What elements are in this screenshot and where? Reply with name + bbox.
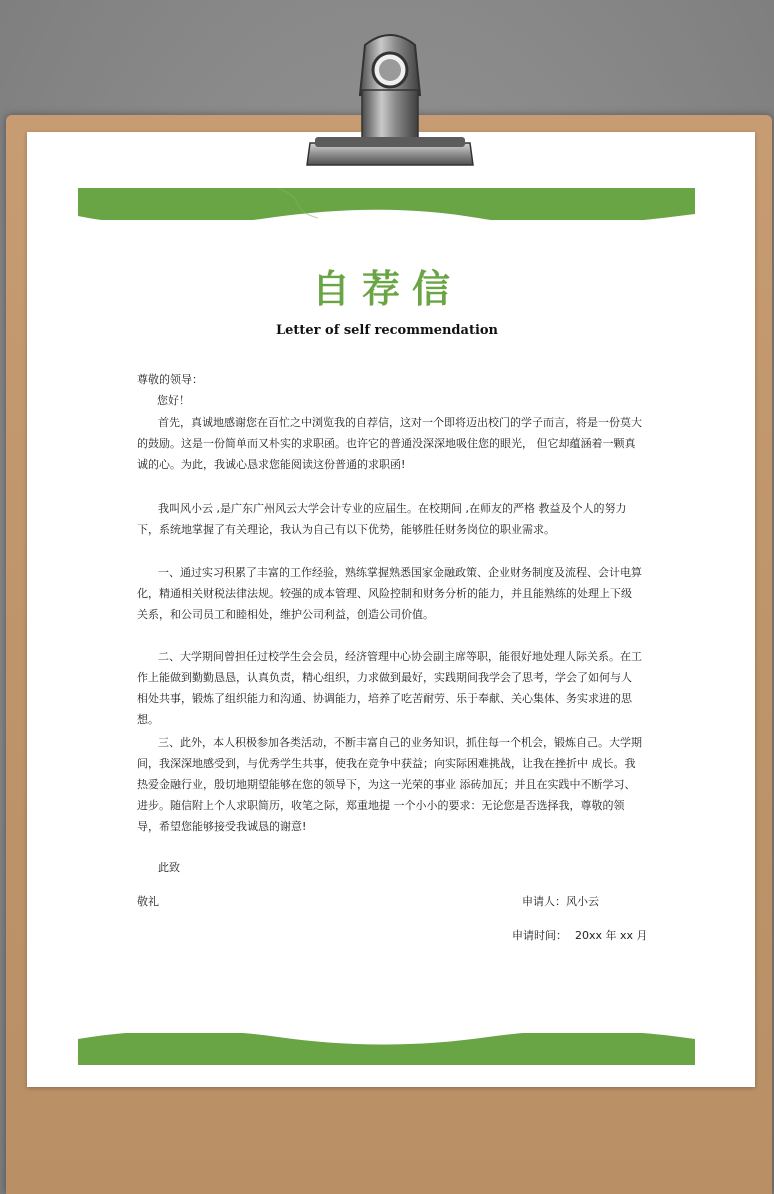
top-green-banner	[78, 188, 695, 228]
applicant-name: 申请人：风小云	[522, 895, 599, 908]
date-label: 申请时间：	[512, 929, 567, 942]
paragraph-strength-1: 一、通过实习积累了丰富的工作经验，熟练掌握熟悉国家金融政策、企业财务制度及流程、会计电算化，精通相关财税法律法规。较强的成本管理、风险控制和财务分析的能力，并且能熟练的处理上下级关系，和公司员工和睦相处，维护公司利益，创造公司价值。	[137, 566, 642, 621]
page-title: 自荐信	[311, 266, 462, 311]
paragraph-background: 我叫风小云 ,是广东广州风云大学会计专业的应届生。在校期间 ,在师友的严格 教益及个人的努力下，系统地掌握了有关理论，我认为自己有以下优势，能够胜任财务岗位的职业需求。	[137, 502, 627, 536]
binder-clip-icon	[295, 25, 480, 175]
paragraph-strength-3: 三、此外，本人积极参加各类活动，不断丰富自己的业务知识，抓住每一个机会，锻炼自己。大学期间，我深深地感受到，与优秀学生共事，使我在竞争中获益；向实际困难挑战，让我在挫折中 成长。我热爱金融行业，殷切地期望能够在您的领导下，为这一光荣的事业 添砖加瓦；并且在实践中不断学习、进步。随信附上个人求职简历，收笔之际，郑重地提 一个小小的要求：无论您是否选择我，尊敬的领导，希望您能够接受我诚恳的谢意!	[137, 736, 642, 833]
salutation: 尊敬的领导：	[137, 373, 203, 386]
closing-line: 此致	[158, 861, 180, 874]
paragraph-strength-2: 二、大学期间曾担任过校学生会会员，经济管理中心协会副主席等职，能很好地处理人际关系。在工作上能做到勤勤恳恳，认真负责，精心组织，力求做到最好，实践期间我学会了思考，学会了如何与人相处共事，锻炼了组织能力和沟通、协调能力，培养了吃苦耐劳、乐于奉献、关心集体、务实求进的思想。	[137, 650, 642, 726]
closing-salute: 敬礼	[137, 895, 159, 908]
application-date	[512, 925, 682, 946]
bottom-green-banner	[78, 1025, 695, 1065]
page-subtitle: Letter of self recommendation	[275, 323, 499, 338]
date-value: 20xx 年 xx 月	[575, 929, 648, 942]
paragraph-intro: 首先，真诚地感谢您在百忙之中浏览我的自荐信，这对一个即将迈出校门的学子而言，将是一份莫大的鼓励。这是一份简单而又朴实的求职函。也许它的普通没深深地吸住您的眼光， 但它却蕴涵着一颗真诚的心。为此，我诚心恳求您能阅读这份普通的求职函!	[137, 416, 642, 471]
greeting: 您好！	[157, 394, 190, 407]
